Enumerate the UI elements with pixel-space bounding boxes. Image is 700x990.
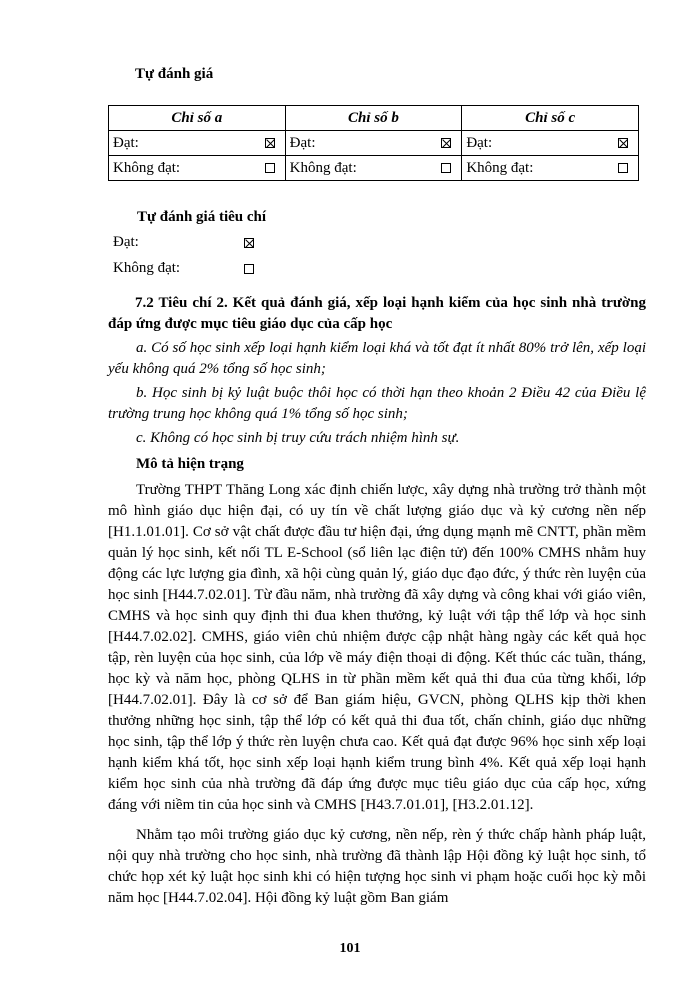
item-a: a. Có số học sinh xếp loại hạnh kiểm loại khá và tốt đạt ít nhất 80% trở lên, xếp loại yếu không quá 2% tổng số học sinh;	[108, 340, 646, 377]
cell-c-pass	[462, 131, 639, 156]
paragraph-2: Nhằm tạo môi trường giáo dục kỷ cương, nền nếp, rèn ý thức chấp hành pháp luật, nội quy nhà trường cho học sinh, nhà trường đã thành lập Hội đồng kỷ luật học sinh, tổ chức họp xét kỷ luật học sinh khi có hiện tượng học sinh vi phạm hoặc cuối học kỳ mỗi năm học [H44.7.02.04]. Hội đồng kỷ luật gồm Ban giám	[108, 827, 646, 906]
fail-label: Không đạt:	[289, 159, 357, 176]
empty-box-icon	[244, 264, 254, 274]
column-header-a: Chỉ số a	[109, 106, 286, 131]
status-heading: Mô tả hiện trạng	[136, 456, 244, 472]
empty-box-icon	[618, 163, 628, 173]
checked-box-icon	[244, 238, 254, 248]
criterion-fail-row	[113, 260, 180, 277]
page-number: 101	[339, 941, 361, 956]
pass-label: Đạt:	[113, 234, 139, 250]
paragraph-1: Trường THPT Thăng Long xác định chiến lược, xây dựng nhà trường trở thành một mô hình giáo dục hiện đại, có uy tín về chất lượng giáo dục và kỷ cương nền nếp [H1.1.01.01]. Cơ sở vật chất được đầu tư hiện đại, ứng dụng mạnh mẽ CNTT, phần mềm quản lý học sinh, kết nối TL E-School (sổ liên lạc điện tử) đến 100% CMHS nhằm huy động các lực lượng gia đình, xã hội cùng quản lý, giáo dục đạo đức, ý thức rèn luyện của học sinh [H44.7.02.01]. Từ đầu năm, nhà trường đã xây dựng và công khai với giáo viên, CMHS và học sinh quy định thi đua khen thưởng, kỷ luật với tập thể lớp và học sinh [H44.7.02.02]. CMHS, giáo viên chủ nhiệm được cập nhật hàng ngày các kết quả học tập, rèn luyện của học sinh, của lớp về máy điện thoại di động. Kết thúc các tuần, tháng, học kỳ và năm học, phòng QLHS in từ phần mềm kết quả thi đua của từng khối, lớp [H44.7.02.01]. Đây là cơ sở để Ban giám hiệu, GVCN, phòng QLHS kịp thời khen thưởng những học sinh, tập thể lớp có kết quả thi đua tốt, chấn chỉnh, giáo dục những học sinh, tập thể lớp ý thức rèn luyện chưa cao. Kết quả đạt được 96% học sinh xếp loại hạnh kiểm khá tốt, học sinh xếp loại hạnh kiểm trung bình 4%. Kết quả xếp loại hạnh kiểm học sinh của nhà trường đã đáp ứng được mục tiêu giáo dục của cấp học, xứng đáng với niềm tin của học sinh và CMHS [H43.7.01.01], [H3.2.01.12].	[108, 482, 646, 813]
cell-a-pass	[109, 131, 286, 156]
empty-box-icon	[441, 163, 451, 173]
criterion-pass-row	[113, 234, 139, 251]
empty-box-icon	[265, 163, 275, 173]
checked-box-icon	[618, 138, 628, 148]
checked-box-icon	[265, 138, 275, 148]
checked-box-icon	[441, 138, 451, 148]
fail-label: Không đạt:	[466, 159, 534, 176]
table-row-pass	[109, 131, 639, 156]
cell-a-fail	[109, 156, 286, 181]
fail-label: Không đạt:	[113, 260, 181, 276]
pass-label: Đạt:	[466, 134, 493, 151]
column-header-b: Chỉ số b	[285, 106, 462, 131]
pass-label: Đạt:	[289, 134, 316, 151]
cell-c-fail	[462, 156, 639, 181]
column-header-c: Chỉ số c	[462, 106, 639, 131]
table-row-fail	[109, 156, 639, 181]
item-c: c. Không có học sinh bị truy cứu trách nhiệm hình sự.	[136, 430, 460, 446]
criteria-table	[108, 105, 639, 181]
cell-b-fail	[285, 156, 462, 181]
cell-b-pass	[285, 131, 462, 156]
criterion-eval-heading: Tự đánh giá tiêu chí	[137, 209, 267, 225]
section-title: 7.2 Tiêu chí 2. Kết quả đánh giá, xếp loại hạnh kiểm của học sinh nhà trường đáp ứng được mục tiêu giáo dục của cấp học	[108, 295, 646, 332]
fail-label: Không đạt:	[113, 159, 181, 176]
item-b: b. Học sinh bị kỷ luật buộc thôi học có thời hạn theo khoản 2 Điều 42 của Điều lệ trường trung học không quá 1% tổng số học sinh;	[108, 385, 646, 422]
table-header-row	[109, 106, 639, 131]
pass-label: Đạt:	[113, 134, 139, 151]
self-eval-heading: Tự đánh giá	[135, 66, 214, 82]
